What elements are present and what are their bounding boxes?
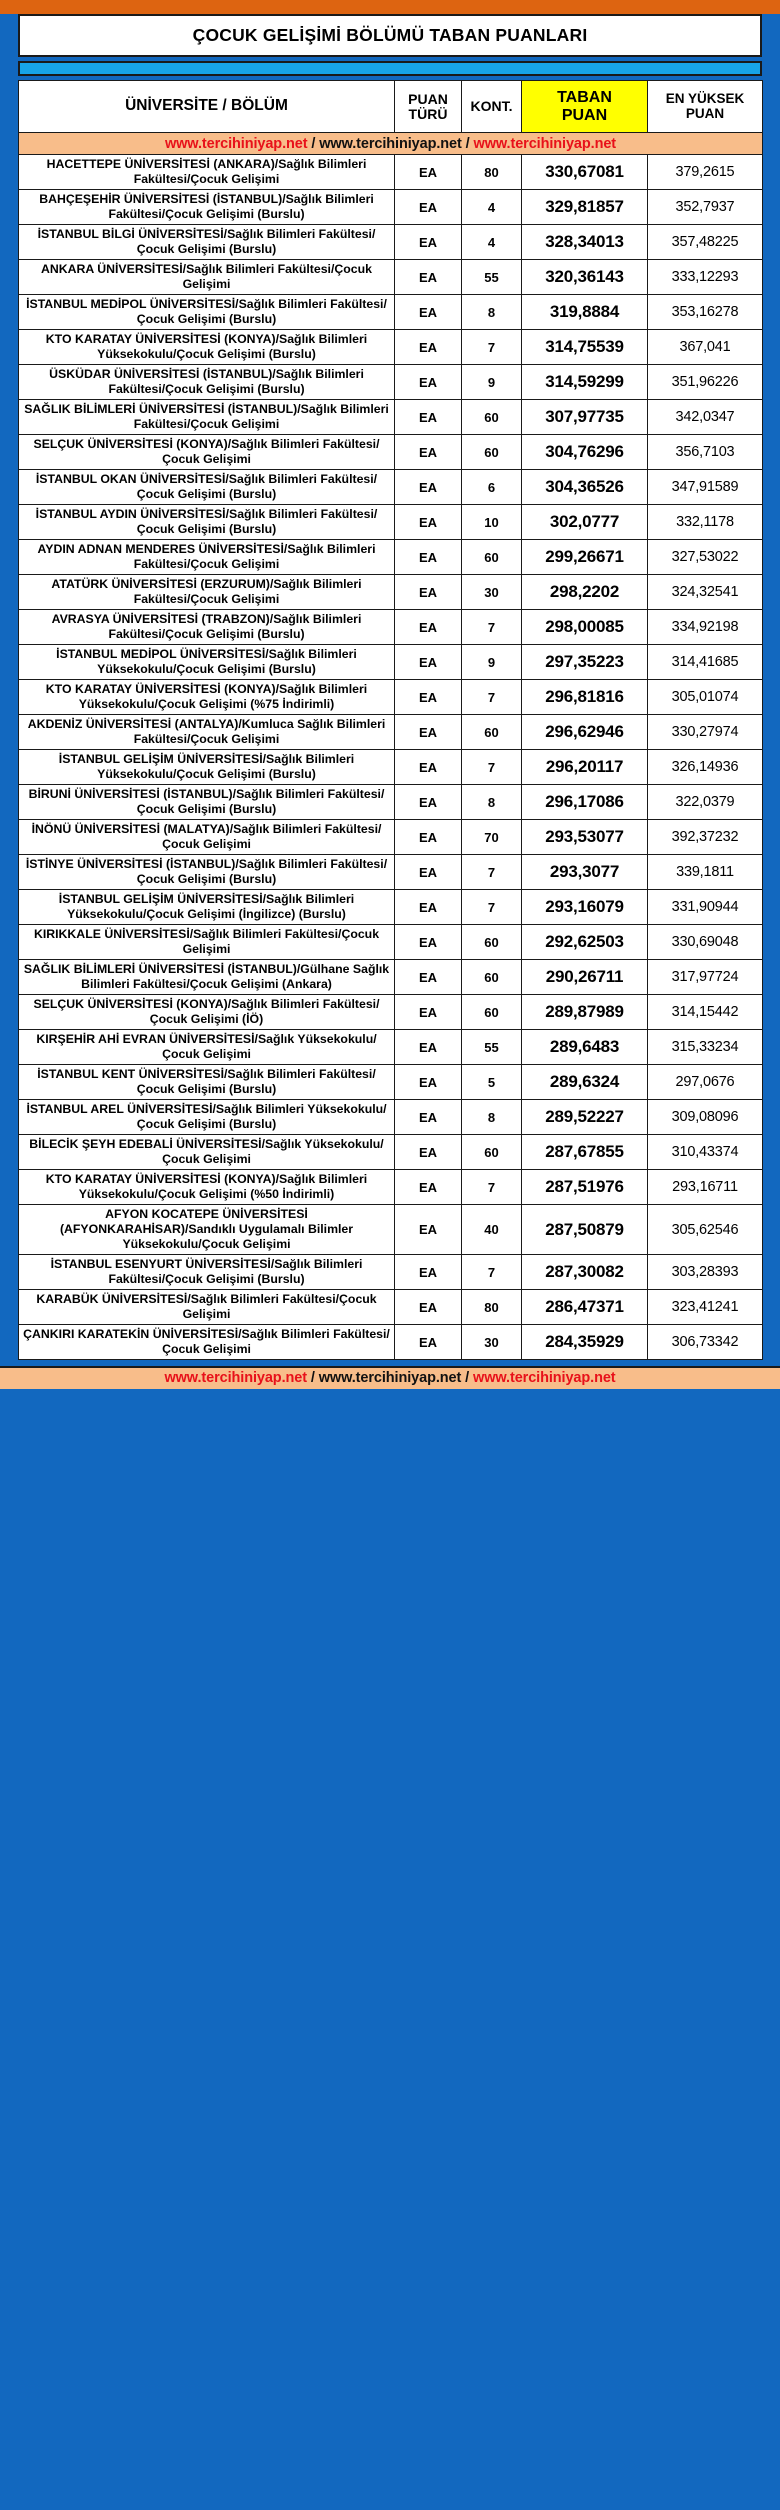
cell-quota: 7 bbox=[462, 855, 522, 890]
cell-university: KTO KARATAY ÜNİVERSİTESİ (KONYA)/Sağlık Bilimleri Yüksekokulu/Çocuk Gelişimi (%75 İndirimli) bbox=[19, 680, 395, 715]
cell-base-score: 319,8884 bbox=[522, 295, 648, 330]
cell-university: BİLECİK ŞEYH EDEBALİ ÜNİVERSİTESİ/Sağlık Yüksekokulu/Çocuk Gelişimi bbox=[19, 1135, 395, 1170]
cell-quota: 8 bbox=[462, 295, 522, 330]
column-header-university: ÜNİVERSİTE / BÖLÜM bbox=[19, 81, 395, 133]
cell-base-score: 293,3077 bbox=[522, 855, 648, 890]
cell-base-score: 290,26711 bbox=[522, 960, 648, 995]
table-row bbox=[19, 715, 763, 750]
cell-quota: 60 bbox=[462, 400, 522, 435]
cell-base-score: 297,35223 bbox=[522, 645, 648, 680]
cell-university: KTO KARATAY ÜNİVERSİTESİ (KONYA)/Sağlık Bilimleri Yüksekokulu/Çocuk Gelişimi (%50 İndirimli) bbox=[19, 1170, 395, 1205]
column-header-base-score bbox=[522, 81, 648, 133]
cell-score-type: EA bbox=[395, 1065, 462, 1100]
cell-quota: 55 bbox=[462, 260, 522, 295]
cell-score-type: EA bbox=[395, 400, 462, 435]
max-score-label-line1: EN YÜKSEK bbox=[665, 91, 745, 107]
cell-university: ANKARA ÜNİVERSİTESİ/Sağlık Bilimleri Fakültesi/Çocuk Gelişimi bbox=[19, 260, 395, 295]
cell-max-score: 333,12293 bbox=[648, 260, 763, 295]
cell-quota: 9 bbox=[462, 645, 522, 680]
cell-score-type: EA bbox=[395, 1030, 462, 1065]
table-row bbox=[19, 155, 763, 190]
cell-score-type: EA bbox=[395, 505, 462, 540]
cell-university: İSTANBUL AYDIN ÜNİVERSİTESİ/Sağlık Bilimleri Fakültesi/Çocuk Gelişimi (Burslu) bbox=[19, 505, 395, 540]
table-row bbox=[19, 365, 763, 400]
cell-max-score: 293,16711 bbox=[648, 1170, 763, 1205]
cell-base-score: 293,53077 bbox=[522, 820, 648, 855]
cell-max-score: 322,0379 bbox=[648, 785, 763, 820]
cell-quota: 7 bbox=[462, 1170, 522, 1205]
cell-quota: 80 bbox=[462, 155, 522, 190]
table-head bbox=[19, 81, 763, 155]
cell-base-score: 298,2202 bbox=[522, 575, 648, 610]
cell-university: İNÖNÜ ÜNİVERSİTESİ (MALATYA)/Sağlık Bilimleri Fakültesi/Çocuk Gelişimi bbox=[19, 820, 395, 855]
watermark-bottom-sep-1: / bbox=[306, 1370, 319, 1386]
cell-max-score: 339,1811 bbox=[648, 855, 763, 890]
score-type-label-line1: PUAN bbox=[408, 90, 448, 107]
table-row bbox=[19, 330, 763, 365]
table-row bbox=[19, 1100, 763, 1135]
table-row bbox=[19, 225, 763, 260]
cell-base-score: 302,0777 bbox=[522, 505, 648, 540]
cell-university: SELÇUK ÜNİVERSİTESİ (KONYA)/Sağlık Bilimleri Fakültesi/Çocuk Gelişimi bbox=[19, 435, 395, 470]
table-row bbox=[19, 645, 763, 680]
cell-quota: 60 bbox=[462, 995, 522, 1030]
watermark-banner-top bbox=[19, 133, 763, 155]
cell-base-score: 286,47371 bbox=[522, 1290, 648, 1325]
base-scores-table bbox=[18, 80, 763, 1360]
cell-quota: 5 bbox=[462, 1065, 522, 1100]
cell-university: SAĞLIK BİLİMLERİ ÜNİVERSİTESİ (İSTANBUL)/Sağlık Bilimleri Fakültesi/Çocuk Gelişimi bbox=[19, 400, 395, 435]
cell-score-type: EA bbox=[395, 330, 462, 365]
cell-score-type: EA bbox=[395, 1205, 462, 1255]
cell-university: SAĞLIK BİLİMLERİ ÜNİVERSİTESİ (İSTANBUL)/Gülhane Sağlık Bilimleri Fakültesi/Çocuk Gelişimi (Ankara) bbox=[19, 960, 395, 995]
cell-max-score: 351,96226 bbox=[648, 365, 763, 400]
cell-score-type: EA bbox=[395, 260, 462, 295]
table-row bbox=[19, 295, 763, 330]
cell-score-type: EA bbox=[395, 1100, 462, 1135]
table-row bbox=[19, 575, 763, 610]
cell-max-score: 331,90944 bbox=[648, 890, 763, 925]
cell-quota: 60 bbox=[462, 1135, 522, 1170]
table-row bbox=[19, 680, 763, 715]
cell-university: AKDENİZ ÜNİVERSİTESİ (ANTALYA)/Kumluca Sağlık Bilimleri Fakültesi/Çocuk Gelişimi bbox=[19, 715, 395, 750]
watermark-sep-2: / bbox=[461, 135, 474, 152]
table-row bbox=[19, 260, 763, 295]
cell-score-type: EA bbox=[395, 1290, 462, 1325]
cell-max-score: 330,27974 bbox=[648, 715, 763, 750]
cell-quota: 60 bbox=[462, 925, 522, 960]
cell-max-score: 379,2615 bbox=[648, 155, 763, 190]
table-row bbox=[19, 925, 763, 960]
table-row bbox=[19, 470, 763, 505]
cell-max-score: 305,62546 bbox=[648, 1205, 763, 1255]
cell-university: İSTANBUL AREL ÜNİVERSİTESİ/Sağlık Bilimleri Yüksekokulu/Çocuk Gelişimi (Burslu) bbox=[19, 1100, 395, 1135]
cell-max-score: 323,41241 bbox=[648, 1290, 763, 1325]
cell-quota: 60 bbox=[462, 435, 522, 470]
cell-score-type: EA bbox=[395, 470, 462, 505]
cell-university: KIRIKKALE ÜNİVERSİTESİ/Sağlık Bilimleri Fakültesi/Çocuk Gelişimi bbox=[19, 925, 395, 960]
cell-score-type: EA bbox=[395, 1135, 462, 1170]
cell-max-score: 305,01074 bbox=[648, 680, 763, 715]
cell-max-score: 306,73342 bbox=[648, 1325, 763, 1360]
cell-quota: 80 bbox=[462, 1290, 522, 1325]
cell-max-score: 334,92198 bbox=[648, 610, 763, 645]
table-row bbox=[19, 610, 763, 645]
cell-university: HACETTEPE ÜNİVERSİTESİ (ANKARA)/Sağlık Bilimleri Fakültesi/Çocuk Gelişimi bbox=[19, 155, 395, 190]
cell-max-score: 327,53022 bbox=[648, 540, 763, 575]
cell-quota: 55 bbox=[462, 1030, 522, 1065]
cell-university: ATATÜRK ÜNİVERSİTESİ (ERZURUM)/Sağlık Bilimleri Fakültesi/Çocuk Gelişimi bbox=[19, 575, 395, 610]
cell-score-type: EA bbox=[395, 225, 462, 260]
cell-max-score: 309,08096 bbox=[648, 1100, 763, 1135]
table-row bbox=[19, 785, 763, 820]
watermark-bottom-url-3: www.tercihiniyap.net bbox=[473, 1370, 616, 1386]
cell-max-score: 330,69048 bbox=[648, 925, 763, 960]
watermark-bottom-url-1: www.tercihiniyap.net bbox=[164, 1370, 307, 1386]
cell-base-score: 328,34013 bbox=[522, 225, 648, 260]
cell-university: BİRUNİ ÜNİVERSİTESİ (İSTANBUL)/Sağlık Bilimleri Fakültesi/Çocuk Gelişimi (Burslu) bbox=[19, 785, 395, 820]
table-row bbox=[19, 1030, 763, 1065]
cell-score-type: EA bbox=[395, 155, 462, 190]
cell-quota: 60 bbox=[462, 715, 522, 750]
table-row bbox=[19, 1255, 763, 1290]
cell-base-score: 289,6483 bbox=[522, 1030, 648, 1065]
cell-max-score: 367,041 bbox=[648, 330, 763, 365]
cell-base-score: 298,00085 bbox=[522, 610, 648, 645]
watermark-bottom-url-2: www.tercihiniyap.net bbox=[318, 1370, 462, 1386]
cell-max-score: 392,37232 bbox=[648, 820, 763, 855]
cell-university: AVRASYA ÜNİVERSİTESİ (TRABZON)/Sağlık Bilimleri Fakültesi/Çocuk Gelişimi (Burslu) bbox=[19, 610, 395, 645]
cell-base-score: 296,20117 bbox=[522, 750, 648, 785]
cell-base-score: 304,76296 bbox=[522, 435, 648, 470]
watermark-url-2: www.tercihiniyap.net bbox=[319, 135, 462, 152]
cell-quota: 7 bbox=[462, 1255, 522, 1290]
table-body bbox=[19, 155, 763, 1360]
table-row bbox=[19, 890, 763, 925]
watermark-banner-bottom bbox=[0, 1366, 780, 1389]
table-row bbox=[19, 960, 763, 995]
cell-base-score: 289,87989 bbox=[522, 995, 648, 1030]
cell-score-type: EA bbox=[395, 1325, 462, 1360]
cell-university: İSTANBUL GELİŞİM ÜNİVERSİTESİ/Sağlık Bilimleri Yüksekokulu/Çocuk Gelişimi (Burslu) bbox=[19, 750, 395, 785]
blue-divider-strip bbox=[18, 61, 762, 76]
cell-quota: 4 bbox=[462, 225, 522, 260]
table-row bbox=[19, 1290, 763, 1325]
cell-base-score: 287,51976 bbox=[522, 1170, 648, 1205]
cell-max-score: 357,48225 bbox=[648, 225, 763, 260]
cell-max-score: 356,7103 bbox=[648, 435, 763, 470]
cell-score-type: EA bbox=[395, 750, 462, 785]
cell-base-score: 330,67081 bbox=[522, 155, 648, 190]
cell-max-score: 353,16278 bbox=[648, 295, 763, 330]
cell-max-score: 317,97724 bbox=[648, 960, 763, 995]
table-header-row bbox=[19, 81, 763, 133]
cell-university: İSTANBUL GELİŞİM ÜNİVERSİTESİ/Sağlık Bilimleri Yüksekokulu/Çocuk Gelişimi (İngilizce) (Burslu) bbox=[19, 890, 395, 925]
cell-university: İSTANBUL KENT ÜNİVERSİTESİ/Sağlık Bilimleri Fakültesi/Çocuk Gelişimi (Burslu) bbox=[19, 1065, 395, 1100]
cell-quota: 70 bbox=[462, 820, 522, 855]
cell-max-score: 347,91589 bbox=[648, 470, 763, 505]
watermark-url-1: www.tercihiniyap.net bbox=[164, 135, 308, 152]
cell-max-score: 326,14936 bbox=[648, 750, 763, 785]
cell-base-score: 287,67855 bbox=[522, 1135, 648, 1170]
cell-quota: 7 bbox=[462, 750, 522, 785]
column-header-score-type bbox=[395, 81, 462, 133]
cell-quota: 7 bbox=[462, 890, 522, 925]
cell-quota: 60 bbox=[462, 540, 522, 575]
top-orange-strip bbox=[0, 0, 780, 14]
cell-quota: 8 bbox=[462, 1100, 522, 1135]
cell-score-type: EA bbox=[395, 785, 462, 820]
table-row bbox=[19, 505, 763, 540]
cell-university: İSTANBUL MEDİPOL ÜNİVERSİTESİ/Sağlık Bilimleri Fakültesi/Çocuk Gelişimi (Burslu) bbox=[19, 295, 395, 330]
table-row bbox=[19, 855, 763, 890]
cell-score-type: EA bbox=[395, 1170, 462, 1205]
cell-max-score: 342,0347 bbox=[648, 400, 763, 435]
cell-university: KTO KARATAY ÜNİVERSİTESİ (KONYA)/Sağlık Bilimleri Yüksekokulu/Çocuk Gelişimi (Burslu) bbox=[19, 330, 395, 365]
watermark-row-top bbox=[19, 133, 763, 155]
column-header-quota: KONT. bbox=[462, 81, 522, 133]
cell-base-score: 289,6324 bbox=[522, 1065, 648, 1100]
cell-quota: 4 bbox=[462, 190, 522, 225]
cell-max-score: 303,28393 bbox=[648, 1255, 763, 1290]
cell-university: AYDIN ADNAN MENDERES ÜNİVERSİTESİ/Sağlık Bilimleri Fakültesi/Çocuk Gelişimi bbox=[19, 540, 395, 575]
cell-base-score: 314,59299 bbox=[522, 365, 648, 400]
table-row bbox=[19, 1135, 763, 1170]
base-score-label-line1: TABAN bbox=[557, 89, 612, 107]
cell-base-score: 299,26671 bbox=[522, 540, 648, 575]
table-row bbox=[19, 750, 763, 785]
cell-base-score: 296,81816 bbox=[522, 680, 648, 715]
cell-score-type: EA bbox=[395, 365, 462, 400]
cell-university: İSTANBUL OKAN ÜNİVERSİTESİ/Sağlık Bilimleri Fakültesi/Çocuk Gelişimi (Burslu) bbox=[19, 470, 395, 505]
cell-score-type: EA bbox=[395, 680, 462, 715]
cell-base-score: 293,16079 bbox=[522, 890, 648, 925]
cell-quota: 30 bbox=[462, 1325, 522, 1360]
cell-university: ÇANKIRI KARATEKİN ÜNİVERSİTESİ/Sağlık Bilimleri Fakültesi/Çocuk Gelişimi bbox=[19, 1325, 395, 1360]
table-row bbox=[19, 190, 763, 225]
cell-score-type: EA bbox=[395, 540, 462, 575]
score-type-label-line2: TÜRÜ bbox=[408, 105, 448, 122]
table-row bbox=[19, 435, 763, 470]
table-row bbox=[19, 995, 763, 1030]
cell-score-type: EA bbox=[395, 435, 462, 470]
cell-score-type: EA bbox=[395, 645, 462, 680]
cell-quota: 7 bbox=[462, 680, 522, 715]
table-row bbox=[19, 1170, 763, 1205]
table-frame bbox=[18, 14, 762, 1360]
cell-base-score: 287,30082 bbox=[522, 1255, 648, 1290]
watermark-sep-1: / bbox=[307, 135, 320, 152]
cell-quota: 40 bbox=[462, 1205, 522, 1255]
cell-quota: 30 bbox=[462, 575, 522, 610]
table-row bbox=[19, 1065, 763, 1100]
cell-base-score: 289,52227 bbox=[522, 1100, 648, 1135]
max-score-label-line2: PUAN bbox=[685, 105, 725, 121]
cell-max-score: 315,33234 bbox=[648, 1030, 763, 1065]
cell-university: İSTANBUL MEDİPOL ÜNİVERSİTESİ/Sağlık Bilimleri Yüksekokulu/Çocuk Gelişimi (Burslu) bbox=[19, 645, 395, 680]
cell-university: İSTİNYE ÜNİVERSİTESİ (İSTANBUL)/Sağlık Bilimleri Fakültesi/Çocuk Gelişimi (Burslu) bbox=[19, 855, 395, 890]
cell-max-score: 314,15442 bbox=[648, 995, 763, 1030]
cell-base-score: 320,36143 bbox=[522, 260, 648, 295]
cell-quota: 60 bbox=[462, 960, 522, 995]
cell-quota: 6 bbox=[462, 470, 522, 505]
table-row bbox=[19, 540, 763, 575]
cell-university: KIRŞEHİR AHİ EVRAN ÜNİVERSİTESİ/Sağlık Yüksekokulu/Çocuk Gelişimi bbox=[19, 1030, 395, 1065]
cell-base-score: 287,50879 bbox=[522, 1205, 648, 1255]
cell-score-type: EA bbox=[395, 995, 462, 1030]
cell-base-score: 304,36526 bbox=[522, 470, 648, 505]
cell-university: ÜSKÜDAR ÜNİVERSİTESİ (İSTANBUL)/Sağlık Bilimleri Fakültesi/Çocuk Gelişimi (Burslu) bbox=[19, 365, 395, 400]
cell-quota: 10 bbox=[462, 505, 522, 540]
cell-score-type: EA bbox=[395, 820, 462, 855]
cell-max-score: 314,41685 bbox=[648, 645, 763, 680]
cell-base-score: 296,17086 bbox=[522, 785, 648, 820]
cell-university: İSTANBUL ESENYURT ÜNİVERSİTESİ/Sağlık Bilimleri Fakültesi/Çocuk Gelişimi (Burslu) bbox=[19, 1255, 395, 1290]
watermark-url-3: www.tercihiniyap.net bbox=[473, 135, 617, 152]
cell-quota: 7 bbox=[462, 610, 522, 645]
cell-university: İSTANBUL BİLGİ ÜNİVERSİTESİ/Sağlık Bilimleri Fakültesi/Çocuk Gelişimi (Burslu) bbox=[19, 225, 395, 260]
cell-university: BAHÇEŞEHİR ÜNİVERSİTESİ (İSTANBUL)/Sağlık Bilimleri Fakültesi/Çocuk Gelişimi (Burslu) bbox=[19, 190, 395, 225]
cell-base-score: 284,35929 bbox=[522, 1325, 648, 1360]
cell-score-type: EA bbox=[395, 575, 462, 610]
cell-score-type: EA bbox=[395, 1255, 462, 1290]
table-row bbox=[19, 820, 763, 855]
cell-score-type: EA bbox=[395, 715, 462, 750]
cell-score-type: EA bbox=[395, 190, 462, 225]
cell-max-score: 297,0676 bbox=[648, 1065, 763, 1100]
cell-quota: 8 bbox=[462, 785, 522, 820]
watermark-bottom-sep-2: / bbox=[461, 1370, 474, 1386]
cell-quota: 9 bbox=[462, 365, 522, 400]
cell-score-type: EA bbox=[395, 960, 462, 995]
cell-max-score: 324,32541 bbox=[648, 575, 763, 610]
cell-university: AFYON KOCATEPE ÜNİVERSİTESİ (AFYONKARAHİSAR)/Sandıklı Uygulamalı Bilimler Yüksekokulu/Çocuk Gelişimi bbox=[19, 1205, 395, 1255]
column-header-max-score bbox=[648, 81, 763, 133]
cell-base-score: 292,62503 bbox=[522, 925, 648, 960]
cell-university: KARABÜK ÜNİVERSİTESİ/Sağlık Bilimleri Fakültesi/Çocuk Gelişimi bbox=[19, 1290, 395, 1325]
cell-base-score: 307,97735 bbox=[522, 400, 648, 435]
page-title: ÇOCUK GELİŞİMİ BÖLÜMÜ TABAN PUANLARI bbox=[18, 14, 762, 57]
cell-score-type: EA bbox=[395, 855, 462, 890]
cell-score-type: EA bbox=[395, 925, 462, 960]
cell-max-score: 310,43374 bbox=[648, 1135, 763, 1170]
cell-max-score: 332,1178 bbox=[648, 505, 763, 540]
table-row bbox=[19, 400, 763, 435]
table-row bbox=[19, 1205, 763, 1255]
table-row bbox=[19, 1325, 763, 1360]
cell-score-type: EA bbox=[395, 610, 462, 645]
cell-quota: 7 bbox=[462, 330, 522, 365]
cell-university: SELÇUK ÜNİVERSİTESİ (KONYA)/Sağlık Bilimleri Fakültesi/Çocuk Gelişimi (İÖ) bbox=[19, 995, 395, 1030]
cell-max-score: 352,7937 bbox=[648, 190, 763, 225]
cell-score-type: EA bbox=[395, 890, 462, 925]
cell-base-score: 314,75539 bbox=[522, 330, 648, 365]
cell-base-score: 329,81857 bbox=[522, 190, 648, 225]
cell-base-score: 296,62946 bbox=[522, 715, 648, 750]
cell-score-type: EA bbox=[395, 295, 462, 330]
base-score-label-line2: PUAN bbox=[561, 106, 608, 124]
